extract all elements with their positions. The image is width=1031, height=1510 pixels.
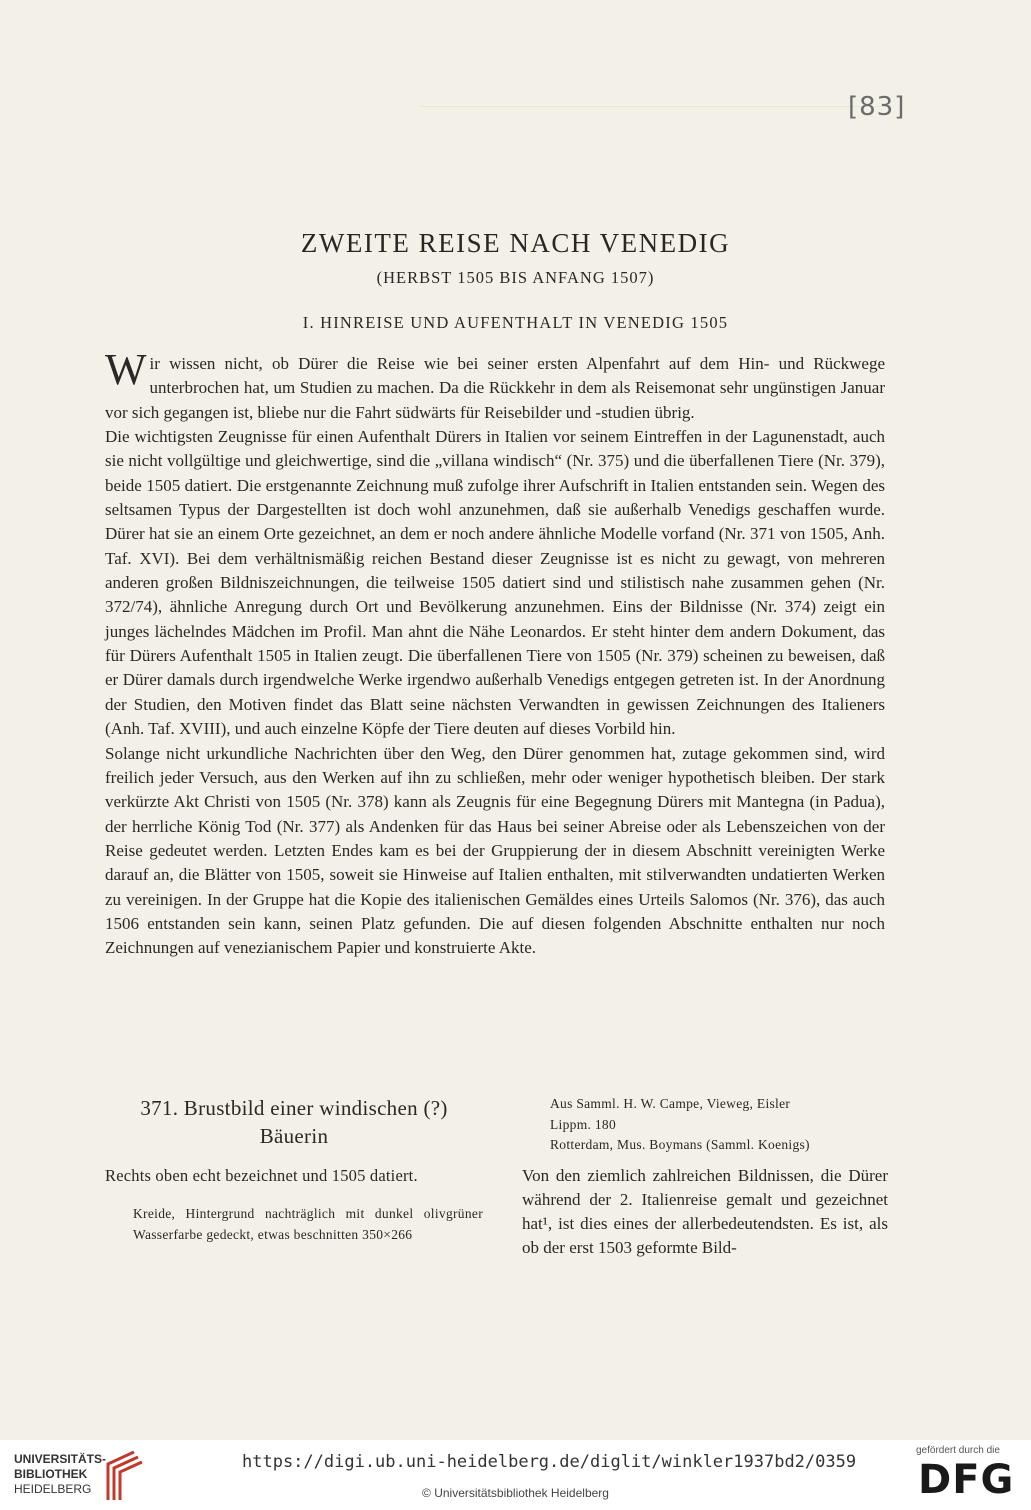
dfg-logo: DFG (918, 1457, 1015, 1503)
paragraph-1 (105, 345, 885, 425)
dropcap: W (105, 345, 147, 394)
permalink-url[interactable]: https://digi.ub.uni-heidelberg.de/diglit/winkler1937bd2/0359 (242, 1452, 857, 1472)
catalog-entry-right-column (522, 1094, 888, 1261)
entry-location: Rotterdam, Mus. Boymans (Samml. Koenigs) (550, 1137, 810, 1152)
body-text (105, 345, 885, 961)
section-title: I. HINREISE UND AUFENTHALT IN VENEDIG 1505 (302, 313, 729, 332)
entry-provenance-block (522, 1094, 888, 1156)
entry-title-line-2: Bäuerin (259, 1124, 329, 1148)
catalog-entry-left-column (105, 1094, 483, 1245)
library-line-2: BIBLIOTHEK (14, 1467, 88, 1481)
entry-title-line-1: 371. Brustbild einer windischen (?) (140, 1096, 448, 1120)
paragraph-1-text: ir wissen nicht, ob Dürer die Reise wie bei seiner ersten Alpenfahrt auf dem Hin- und Rückwege unterbrochen hat, um Studien zu machen. Da die Rückkehr in dem als Reisemonat sehr ungünstigen Januar vor sich gegangen ist, bliebe nur die Fahrt südwärts für Reisebilder und -studien übrig. (105, 354, 885, 422)
entry-provenance: Aus Samml. H. W. Campe, Vieweg, Eisler (550, 1096, 791, 1111)
chapter-subtitle: (HERBST 1505 BIS ANFANG 1507) (376, 268, 655, 287)
page-number: [83] (848, 92, 906, 122)
chapter-title: ZWEITE REISE NACH VENEDIG (300, 228, 731, 258)
copyright-notice: © Universitätsbibliothek Heidelberg (422, 1486, 609, 1500)
entry-technique: Kreide, Hintergrund nachträglich mit dunkel olivgrüner Wasserfarbe gedeckt, etwas beschnitten 350×266 (133, 1206, 483, 1242)
bleed-through-shadow (420, 106, 890, 115)
entry-literature: Lippm. 180 (550, 1116, 616, 1132)
library-line-3: HEIDELBERG (14, 1482, 92, 1496)
funding-label: gefördert durch die (916, 1445, 1000, 1456)
library-line-1: UNIVERSITÄTS- (14, 1452, 107, 1466)
paragraph-3: Solange nicht urkundliche Nachrichten über den Weg, den Dürer genommen hat, zutage gekommen sind, wird freilich jeder Versuch, aus den Werken auf ihn zu schließen, mehr oder weniger hypothetisch bleiben. Der stark verkürzte Akt Christi von 1505 (Nr. 378) kann als Zeugnis für eine Begegnung Dürers mit Mantegna (in Padua), der herrliche König Tod (Nr. 377) als Andenken für das Haus bei seiner Abreise oder als Lebenszeichen von der Reise gedeutet werden. Letzten Endes kam es bei der Gruppierung der in diesem Abschnitt vereinigten Werke darauf an, die Blätter von 1505, soweit sie Hinweise auf Italien enthalten, mit stilverwandten undatierten Werken zu vereinigen. In der Gruppe hat die Kopie des italienischen Gemäldes eines Urteils Salomos (Nr. 376), das auch 1506 entstanden sein kann, seinen Platz gefunden. Die auf diesen folgenden Abschnitte enthalten nur noch Zeichnungen auf venezianischem Papier und konstruierte Akte. (105, 743, 885, 958)
viewer-footer (0, 1440, 1031, 1510)
paragraph-2: Die wichtigsten Zeugnisse für einen Aufenthalt Dürers in Italien vor seinem Eintreffen in der Lagunenstadt, auch sie nicht vollgültige und gleichwertige, sind die „villana windisch“ (Nr. 375) und die überfallenen Tiere (Nr. 379), beide 1505 datiert. Die erstgenannte Zeichnung muß zufolge ihrer Aufschrift in Italien entstanden sein. Wegen des seltsamen Typus der Dargestellten ist doch wohl anzunehmen, daß sie außerhalb Venedigs geschaffen wurde. Dürer hat sie an einem Orte gezeichnet, an dem er noch andere ähnliche Modelle vorfand (Nr. 371 von 1505, Anh. Taf. XVI). Bei dem verhältnismäßig reichen Bestand dieser Zeugnisse ist es nicht zu gewagt, von mehreren anderen großen Bildniszeichnungen, die teilweise 1505 datiert sind und stilistisch nahe zusammen gehen (Nr. 372/74), ähnliche Anregung durch Ort und Bevölkerung anzunehmen. Eins der Bildnisse (Nr. 374) zeigt ein junges lächelndes Mädchen im Profil. Man ahnt die Nähe Leonardos. Er steht hinter dem andern Dokument, das für Dürers Aufenthalt 1505 in Italien zeugt. Die überfallenen Tiere von 1505 (Nr. 379) scheinen zu beweisen, daß er Dürer damals durch irgendwelche Werke irgendwo außerhalb Venedigs entgegen getreten ist. In der Anordnung der Studien, den Motiven findet das Blatt seine nächsten Verwandten in gewissen Zeichnungen des Italieners (Anh. Taf. XVIII), und auch einzelne Köpfe der Tiere deuten auf dieses Vorbild hin. (105, 427, 885, 739)
entry-title (105, 1094, 483, 1150)
entry-text: Von den ziemlich zahlreichen Bildnissen, die Dürer während der 2. Italienreise gemalt und gezeichnet hat¹, ist dies eines der allerbedeutendsten. Es ist, als ob der erst 1503 geformte Bild- (522, 1165, 888, 1258)
entry-inscription-note: Rechts oben echt bezeichnet und 1505 datiert. (105, 1166, 418, 1185)
